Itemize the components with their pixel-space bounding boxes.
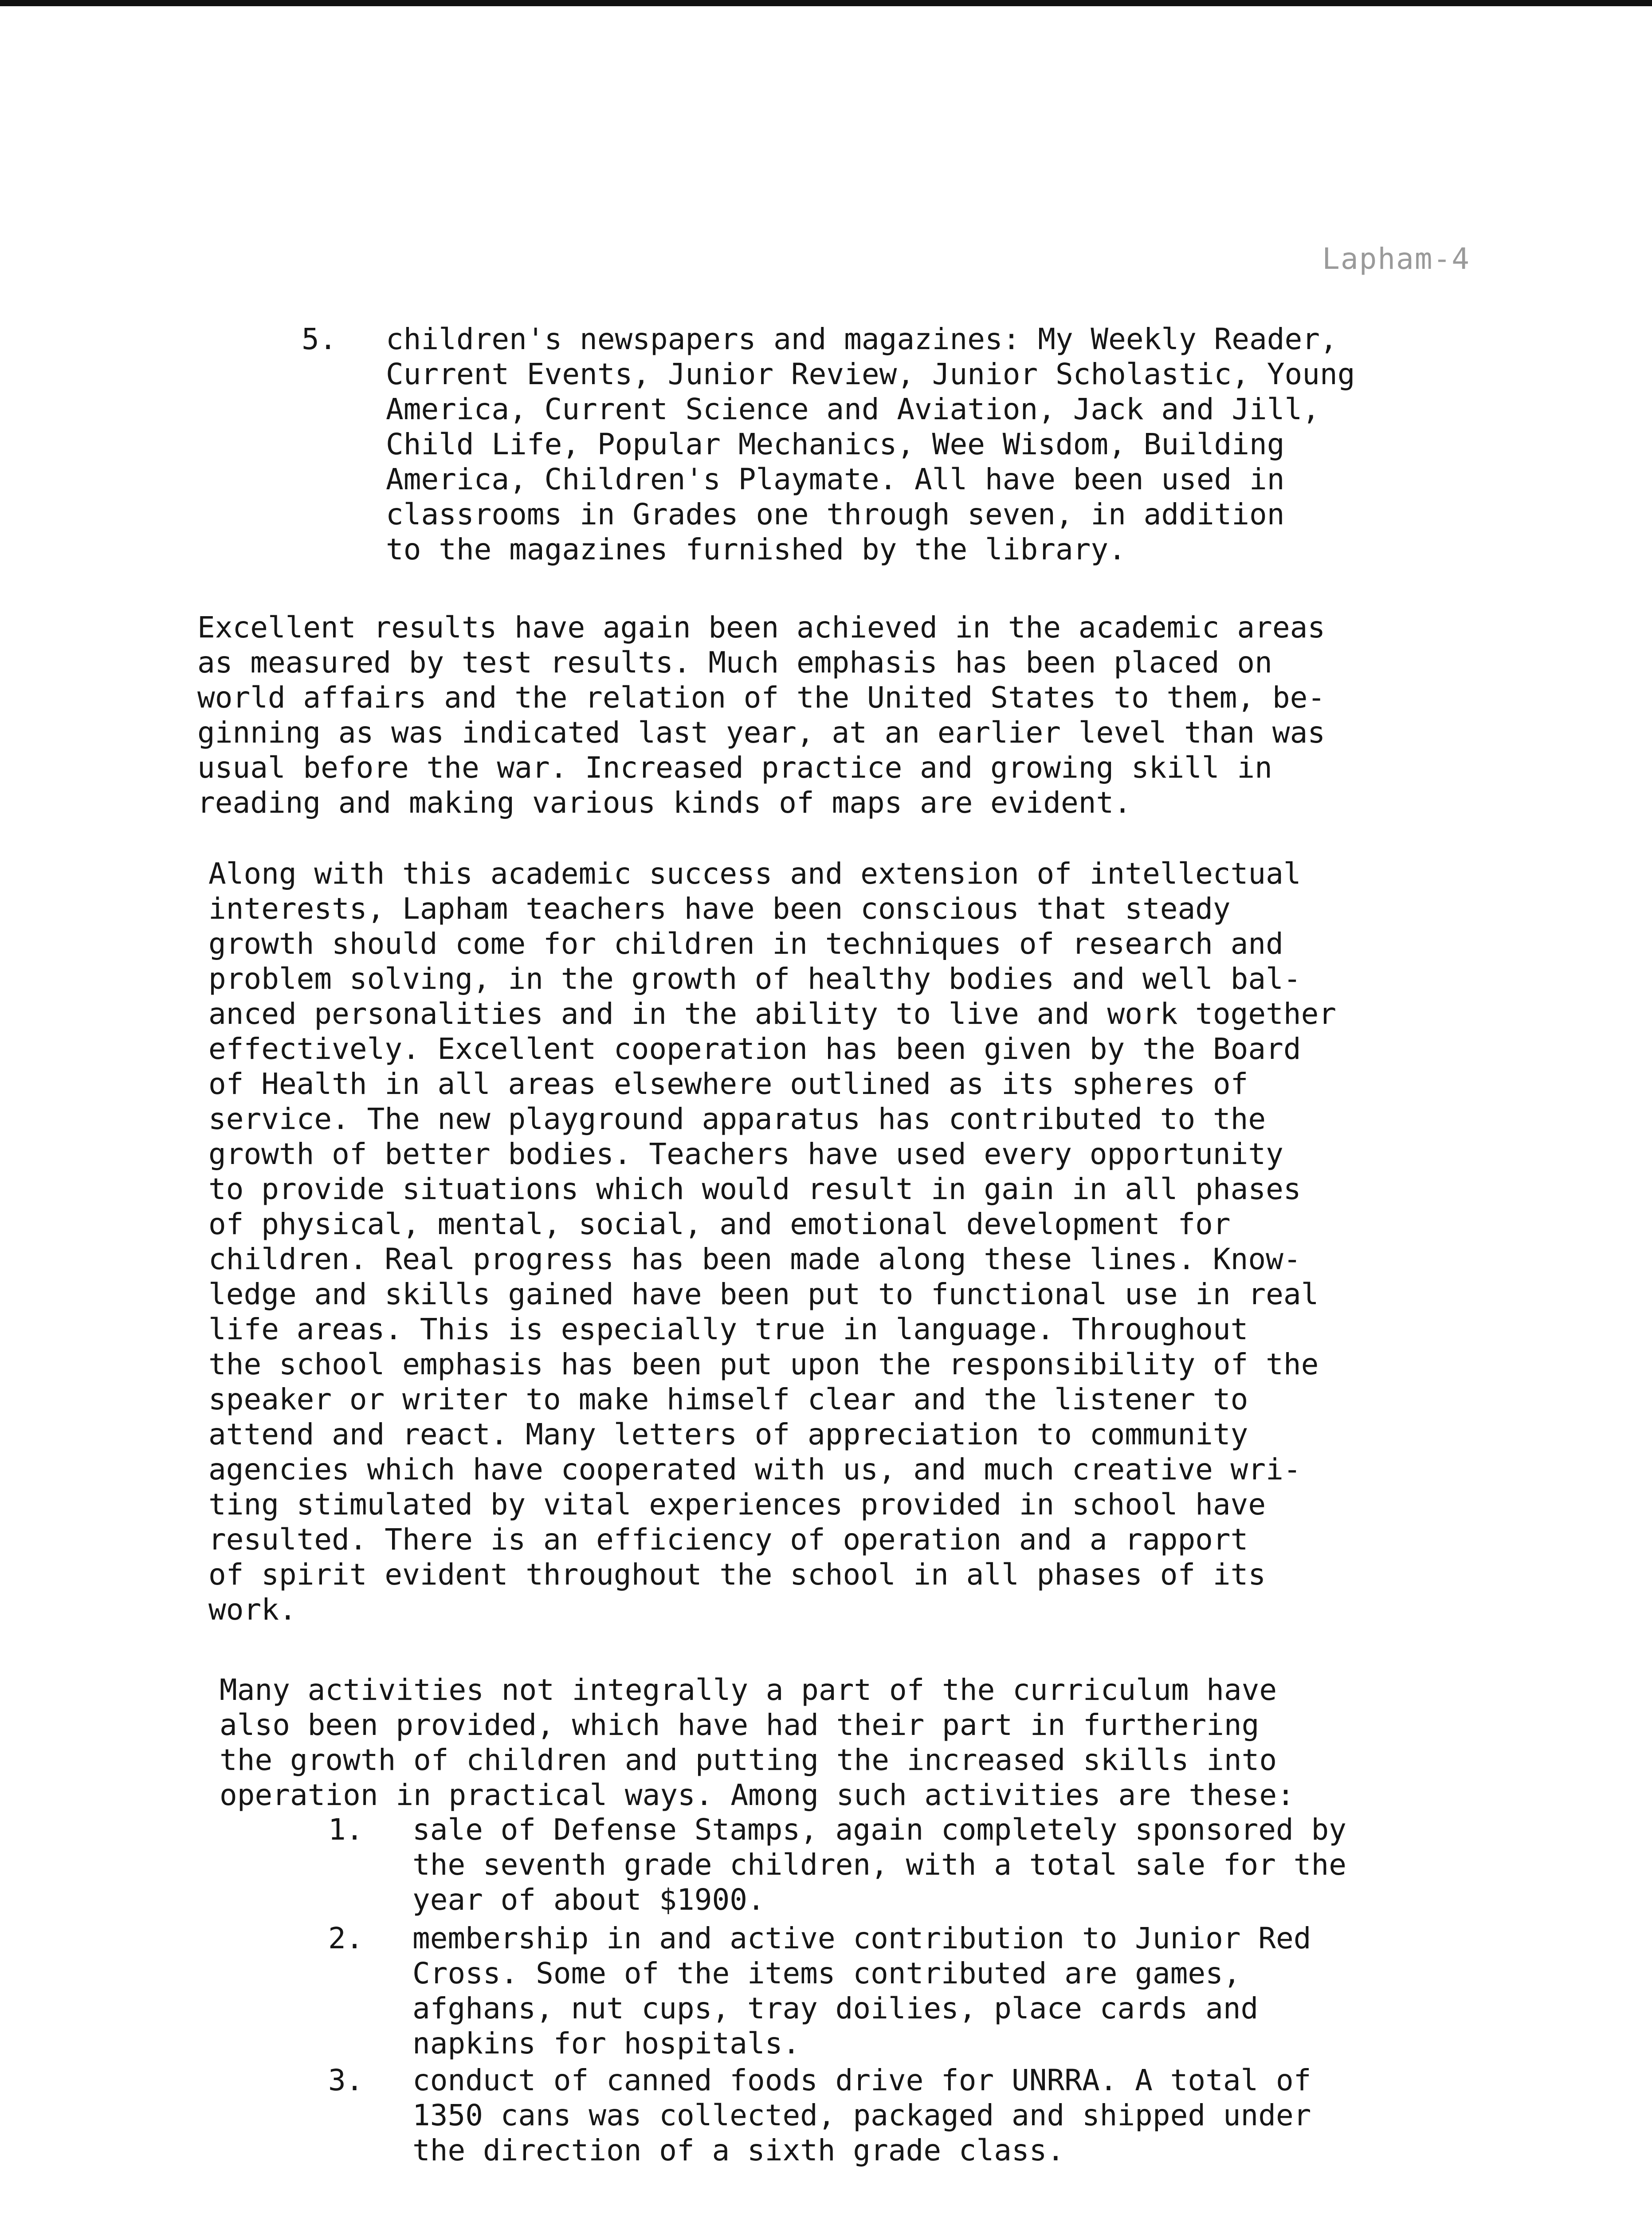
text-line: conduct of canned foods drive for UNRRA. A total of xyxy=(412,2063,1311,2097)
text-line: ginning as was indicated last year, at an earlier level than was xyxy=(197,716,1326,750)
text-line: interests, Lapham teachers have been conscious that steady xyxy=(208,892,1231,926)
text-line: year of about $1900. xyxy=(412,1883,765,1917)
text-line: ledge and skills gained have been put to functional use in real xyxy=(208,1277,1319,1311)
page-label: Lapham-4 xyxy=(1322,242,1470,276)
text-line: children. Real progress has been made along these lines. Know- xyxy=(208,1242,1301,1276)
list-item-number: 3. xyxy=(328,2063,364,2097)
text-line: afghans, nut cups, tray doilies, place cards and xyxy=(412,1991,1259,2025)
list-item-text xyxy=(412,2063,1311,2168)
list-item-number: 1. xyxy=(328,1813,364,1847)
text-line: life areas. This is especially true in language. Throughout xyxy=(208,1312,1248,1346)
text-line: the school emphasis has been put upon the responsibility of the xyxy=(208,1347,1319,1381)
text-line: as measured by test results. Much emphasis has been placed on xyxy=(197,645,1272,680)
item-5-text xyxy=(386,322,1355,567)
list-item-text xyxy=(412,1921,1311,2061)
text-line: usual before the war. Increased practice and growing skill in xyxy=(197,751,1272,785)
text-line: Many activities not integrally a part of the curriculum have xyxy=(220,1673,1277,1707)
text-line: growth should come for children in techniques of research and xyxy=(208,927,1283,961)
text-line: the direction of a sixth grade class. xyxy=(412,2133,1065,2167)
text-line: growth of better bodies. Teachers have used every opportunity xyxy=(208,1137,1283,1171)
text-line: agencies which have cooperated with us, and much creative wri- xyxy=(208,1452,1301,1487)
text-line: speaker or writer to make himself clear and the listener to xyxy=(208,1382,1248,1416)
text-line: napkins for hospitals. xyxy=(412,2026,800,2061)
text-line: anced personalities and in the ability to live and work together xyxy=(208,997,1337,1031)
text-line: operation in practical ways. Among such activities are these: xyxy=(220,1778,1295,1812)
text-line: service. The new playground apparatus has contributed to the xyxy=(208,1102,1266,1136)
text-line: of spirit evident throughout the school in all phases of its xyxy=(208,1557,1266,1592)
text-line: world affairs and the relation of the United States to them, be- xyxy=(197,680,1326,715)
text-line: ting stimulated by vital experiences provided in school have xyxy=(208,1487,1266,1522)
list-item-text xyxy=(412,1812,1346,1917)
text-line: Along with this academic success and extension of intellectual xyxy=(208,857,1301,891)
activities-list xyxy=(328,1812,1526,2167)
text-line: work. xyxy=(208,1593,297,1627)
text-line: resulted. There is an efficiency of operation and a rapport xyxy=(208,1522,1248,1557)
text-line: America, Current Science and Aviation, Jack and Jill, xyxy=(386,392,1320,426)
item-5-number: 5. xyxy=(302,322,337,356)
paragraph-growth xyxy=(208,856,1336,1627)
text-line: attend and react. Many letters of appreciation to community xyxy=(208,1417,1248,1451)
text-line: Child Life, Popular Mechanics, Wee Wisdom, Building xyxy=(386,427,1285,461)
text-line: children's newspapers and magazines: My Weekly Reader, xyxy=(386,322,1338,356)
list-item-number: 2. xyxy=(328,1921,364,1955)
text-line: membership in and active contribution to Junior Red xyxy=(412,1921,1311,1955)
page-top-edge xyxy=(0,0,1652,6)
paragraph-academic-results xyxy=(197,610,1325,820)
text-line: of Health in all areas elsewhere outlined as its spheres of xyxy=(208,1067,1248,1101)
text-line: the growth of children and putting the increased skills into xyxy=(220,1743,1277,1777)
text-line: the seventh grade children, with a total sale for the xyxy=(412,1848,1346,1882)
text-line: problem solving, in the growth of healthy bodies and well bal- xyxy=(208,962,1301,996)
text-line: 1350 cans was collected, packaged and shipped under xyxy=(412,2098,1311,2132)
text-line: America, Children's Playmate. All have been used in xyxy=(386,462,1285,496)
text-line: effectively. Excellent cooperation has been given by the Board xyxy=(208,1032,1301,1066)
text-line: of physical, mental, social, and emotional development for xyxy=(208,1207,1231,1241)
text-line: reading and making various kinds of maps are evident. xyxy=(197,786,1131,820)
text-line: sale of Defense Stamps, again completely sponsored by xyxy=(412,1813,1346,1847)
text-line: to provide situations which would result in gain in all phases xyxy=(208,1172,1301,1206)
text-line: also been provided, which have had their part in furthering xyxy=(220,1708,1260,1742)
text-line: classrooms in Grades one through seven, in addition xyxy=(386,497,1285,531)
text-line: Current Events, Junior Review, Junior Scholastic, Young xyxy=(386,357,1355,391)
paragraph-activities xyxy=(220,1672,1295,1813)
text-line: Cross. Some of the items contributed are games, xyxy=(412,1956,1241,1990)
text-line: to the magazines furnished by the library. xyxy=(386,532,1126,566)
text-line: Excellent results have again been achieved in the academic areas xyxy=(197,610,1326,645)
